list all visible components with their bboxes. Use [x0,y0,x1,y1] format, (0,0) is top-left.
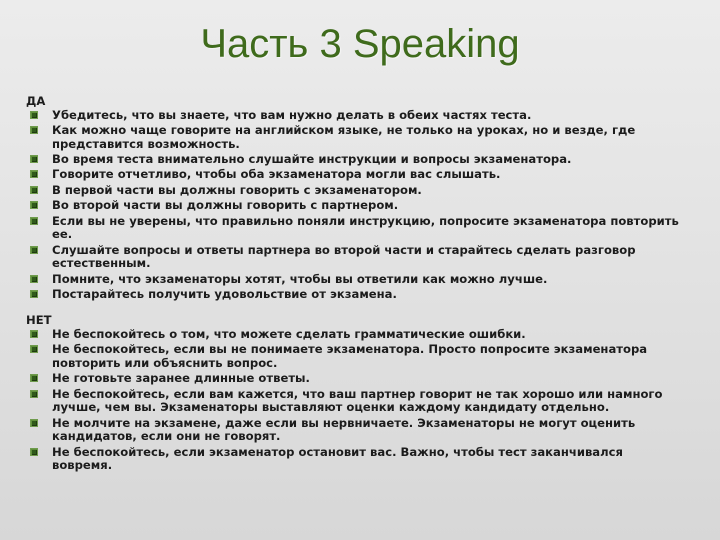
square-bullet-icon [30,345,38,353]
square-bullet-icon [30,275,38,283]
list-item-text: Слушайте вопросы и ответы партнера во второй части и старайтесь сделать разговор естественным. [52,242,636,271]
list-item-text: Не молчите на экзамене, даже если вы нервничаете. Экзаменаторы не могут оценить кандидатов, если они не говорят. [52,415,636,444]
list-item-text: Не готовьте заранее длинные ответы. [52,371,310,386]
list-item-text: Говорите отчетливо, чтобы оба экзаменатора могли вас слышать. [52,167,501,182]
square-bullet-icon [30,126,38,134]
list-item [26,417,686,444]
slide-content [26,95,686,475]
list-item [26,109,686,123]
square-bullet-icon [30,201,38,209]
square-bullet-icon [30,217,38,225]
list-item-text: Во второй части вы должны говорить с партнером. [52,198,399,213]
list-item [26,215,686,242]
list-item [26,273,686,287]
list-item-text: Если вы не уверены, что правильно поняли инструкцию, попросите экзаменатора повторить ее. [52,213,679,242]
list-item [26,388,686,415]
list-item-text: Во время теста внимательно слушайте инструкции и вопросы экзаменатора. [52,151,572,166]
square-bullet-icon [30,170,38,178]
list-item [26,288,686,302]
list-item [26,168,686,182]
list-item [26,328,686,342]
square-bullet-icon [30,155,38,163]
list-item-text: Постарайтесь получить удовольствие от экзамена. [52,286,397,301]
list-item-text: В первой части вы должны говорить с экзаменатором. [52,182,422,197]
square-bullet-icon [30,246,38,254]
square-bullet-icon [30,330,38,338]
list-item-text: Не беспокойтесь, если вам кажется, что ваш партнер говорит не так хорошо или намного лучше, чем вы. Экзаменаторы выставляют оценки каждому кандидату отдельно. [52,386,663,415]
square-bullet-icon [30,186,38,194]
list-item [26,184,686,198]
list-item [26,372,686,386]
square-bullet-icon [30,448,38,456]
square-bullet-icon [30,390,38,398]
list-item [26,124,686,151]
dont-list [26,328,686,473]
list-item-text: Убедитесь, что вы знаете, что вам нужно делать в обеих частях теста. [52,107,532,122]
square-bullet-icon [30,374,38,382]
list-item-text: Помните, что экзаменаторы хотят, чтобы вы ответили как можно лучше. [52,271,548,286]
list-item-text: Не беспокойтесь, если экзаменатор остановит вас. Важно, чтобы тест заканчивался вовремя. [52,444,623,473]
square-bullet-icon [30,290,38,298]
list-item [26,244,686,271]
square-bullet-icon [30,419,38,427]
list-item-text: Не беспокойтесь, если вы не понимаете экзаменатора. Просто попросите экзаменатора повторить или объяснить вопрос. [52,342,648,371]
square-bullet-icon [30,111,38,119]
dont-heading: НЕТ [26,313,52,328]
list-item-text: Как можно чаще говорите на английском языке, не только на уроках, но и везде, где представится возможность. [52,122,636,151]
list-item [26,343,686,370]
do-heading: ДА [26,94,46,108]
slide-title: Часть 3 Speaking [200,22,520,66]
list-item [26,446,686,473]
do-list [26,109,686,302]
list-item [26,153,686,167]
list-item [26,199,686,213]
list-item-text: Не беспокойтесь о том, что можете сделать грамматические ошибки. [52,327,526,342]
